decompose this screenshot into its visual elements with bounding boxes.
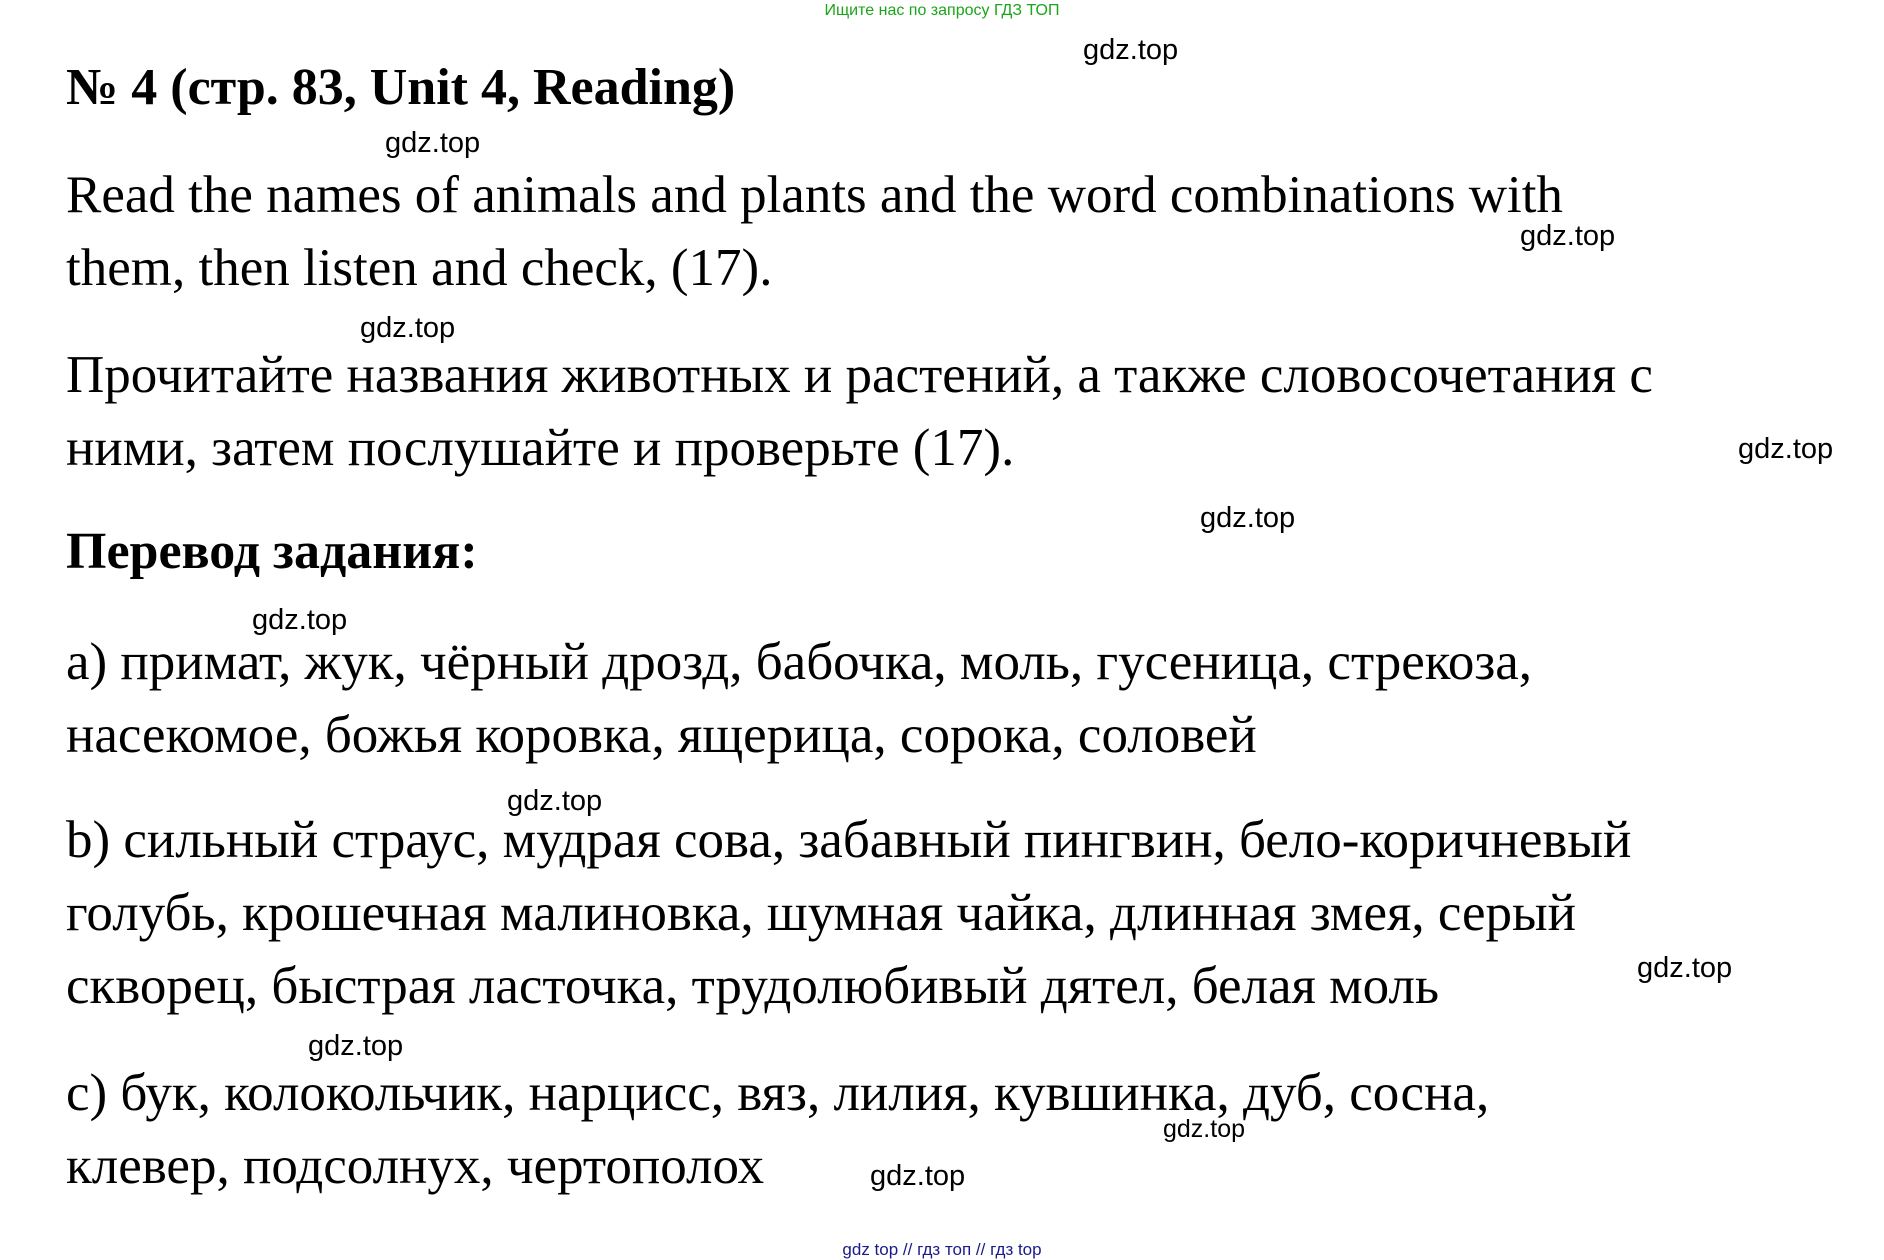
page-title: № 4 (стр. 83, Unit 4, Reading) <box>66 59 736 116</box>
task-en-line-1: Read the names of animals and plants and the word combinations with <box>66 166 1563 224</box>
watermark: gdz.top <box>1163 1115 1246 1143</box>
watermark: gdz.top <box>1083 34 1179 66</box>
section-c-line-2: клевер, подсолнух, чертополох <box>66 1137 765 1195</box>
section-b-line-1: b) сильный страус, мудрая сова, забавный пингвин, бело-коричневый <box>66 811 1632 869</box>
section-b-line-3: скворец, быстрая ласточка, трудолюбивый дятел, белая моль <box>66 957 1440 1015</box>
watermark: gdz.top <box>308 1030 404 1062</box>
top-banner[interactable]: Ищите нас по запросу ГДЗ ТОП <box>824 2 1060 19</box>
footer-links[interactable]: gdz top // гдз топ // гдз top <box>842 1240 1042 1259</box>
watermark: gdz.top <box>870 1160 966 1192</box>
task-ru-line-2: ними, затем послушайте и проверьте (17). <box>66 419 1015 477</box>
watermark: gdz.top <box>507 785 603 817</box>
watermark: gdz.top <box>385 127 481 159</box>
section-c-line-1: c) бук, колокольчик, нарцисс, вяз, лилия, кувшинка, дуб, сосна, <box>66 1064 1490 1122</box>
watermark: gdz.top <box>1520 220 1616 252</box>
watermark: gdz.top <box>360 312 456 344</box>
watermark: gdz.top <box>252 604 348 636</box>
task-en-line-2: them, then listen and check, (17). <box>66 239 773 297</box>
section-b-line-2: голубь, крошечная малиновка, шумная чайка, длинная змея, серый <box>66 884 1577 942</box>
translation-heading: Перевод задания: <box>66 523 478 580</box>
section-a-line-2: насекомое, божья коровка, ящерица, сорока, соловей <box>66 706 1257 764</box>
watermark: gdz.top <box>1200 502 1296 534</box>
task-ru-line-1: Прочитайте названия животных и растений, а также словосочетания с <box>66 346 1653 404</box>
watermark: gdz.top <box>1637 952 1733 984</box>
watermark: gdz.top <box>1738 433 1834 465</box>
section-a-line-1: a) примат, жук, чёрный дрозд, бабочка, моль, гусеница, стрекоза, <box>66 633 1533 691</box>
